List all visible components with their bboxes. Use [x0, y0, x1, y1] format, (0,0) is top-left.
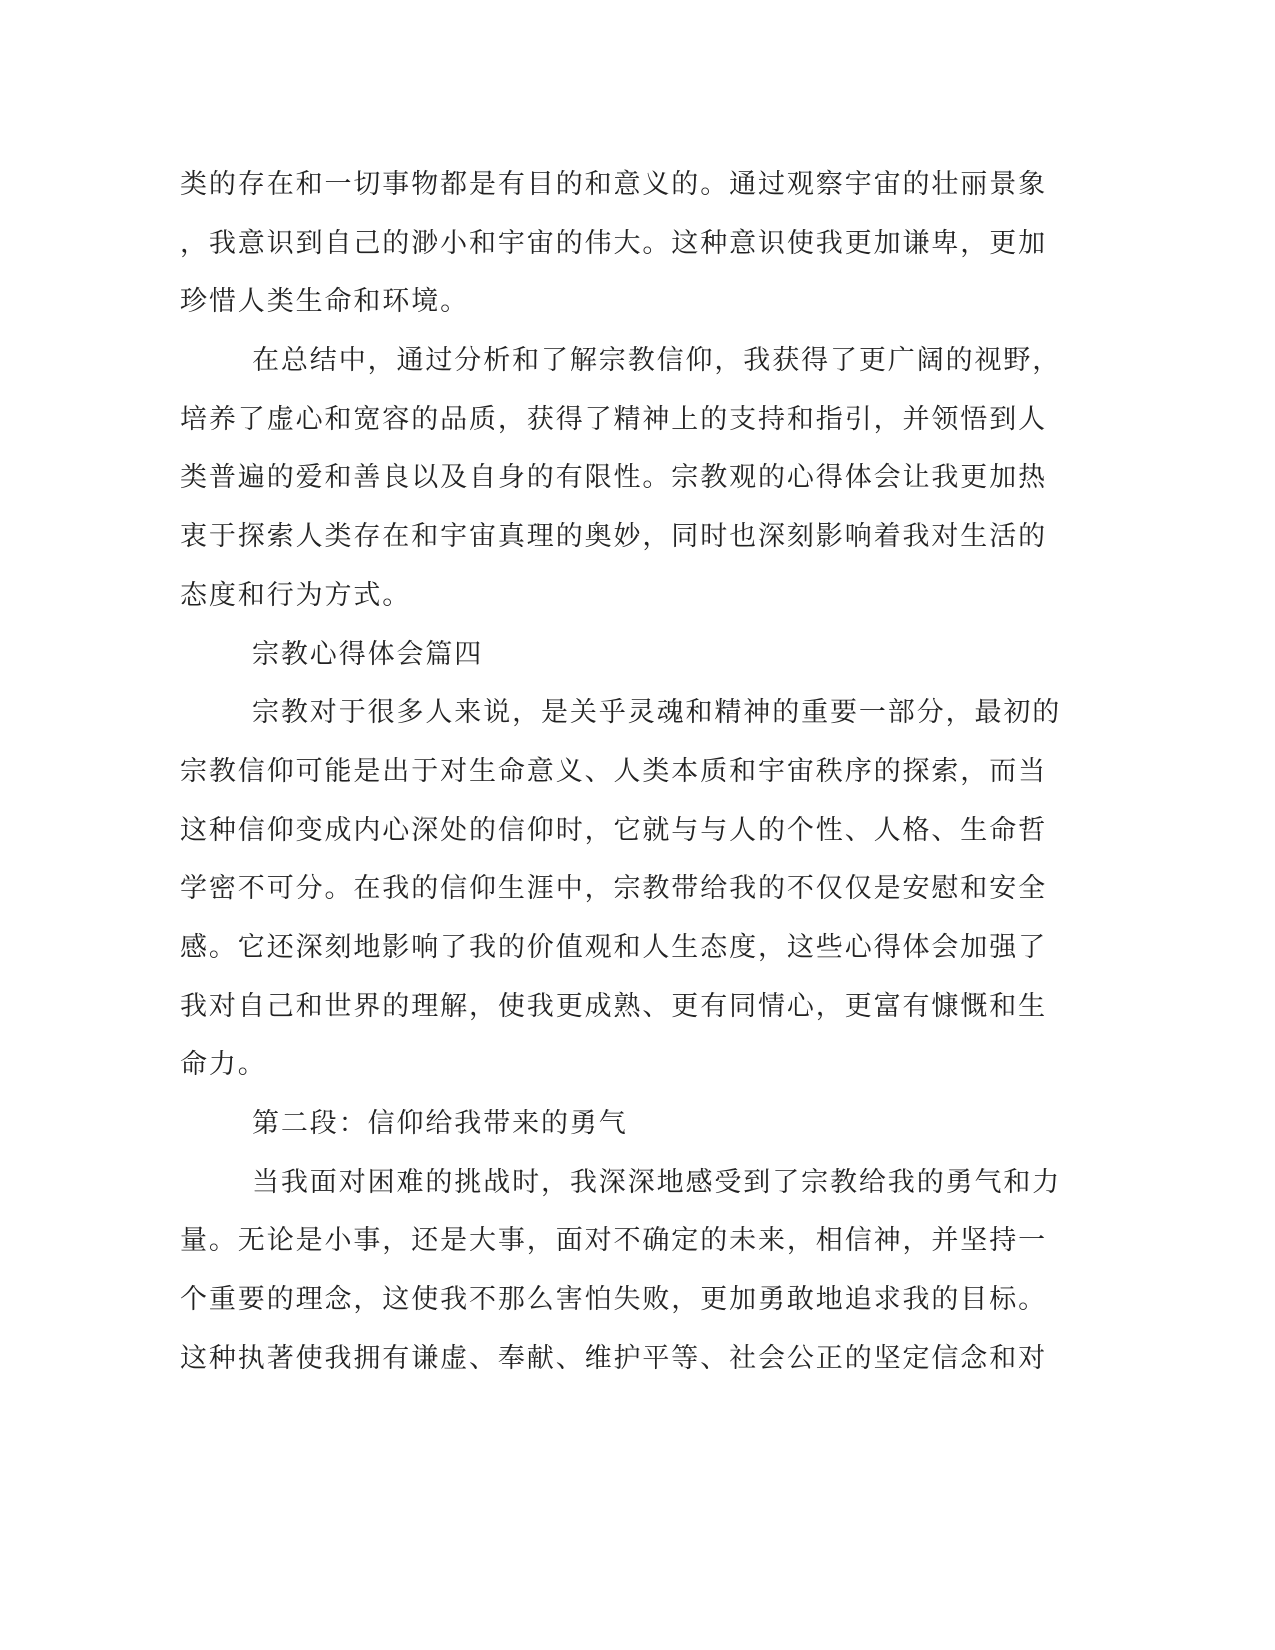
text-line: 学密不可分。在我的信仰生涯中，宗教带给我的不仅仅是安慰和安全	[180, 873, 1047, 905]
text-line: 衷于探索人类存在和宇宙真理的奥妙，同时也深刻影响着我对生活的	[180, 521, 1047, 553]
text-line: 宗教信仰可能是出于对生命意义、人类本质和宇宙秩序的探索，而当	[180, 755, 1047, 787]
section-heading: 第二段：信仰给我带来的勇气	[252, 1108, 628, 1139]
text-line: 珍惜人类生命和环境。	[180, 286, 469, 318]
section-heading: 宗教心得体会篇四	[252, 638, 484, 670]
text-line: ，我意识到自己的渺小和宇宙的伟大。这种意识使我更加谦卑，更加	[180, 227, 1047, 259]
text-line: 类的存在和一切事物都是有目的和意义的。通过观察宇宙的壮丽景象	[180, 169, 1047, 200]
text-line: 我对自己和世界的理解，使我更成熟、更有同情心，更富有慷慨和生	[180, 990, 1047, 1022]
paragraph-start-line: 当我面对困难的挑战时，我深深地感受到了宗教给我的勇气和力	[252, 1166, 1062, 1198]
paragraph-start-line: 在总结中，通过分析和了解宗教信仰，我获得了更广阔的视野，	[252, 345, 1062, 377]
text-line: 个重要的理念，这使我不那么害怕失败，更加勇敢地追求我的目标。	[180, 1284, 1047, 1316]
text-line: 命力。	[180, 1049, 267, 1081]
text-line: 类普遍的爱和善良以及自身的有限性。宗教观的心得体会让我更加热	[180, 462, 1047, 494]
text-line: 这种执著使我拥有谦虚、奉献、维护平等、社会公正的坚定信念和对	[180, 1342, 1047, 1374]
text-line: 感。它还深刻地影响了我的价值观和人生态度，这些心得体会加强了	[180, 931, 1047, 963]
paragraph-start-line: 宗教对于很多人来说，是关乎灵魂和精神的重要一部分，最初的	[252, 697, 1062, 729]
text-line: 态度和行为方式。	[180, 579, 412, 611]
text-line: 培养了虚心和宽容的品质，获得了精神上的支持和指引，并领悟到人	[180, 403, 1047, 435]
document-body	[180, 156, 1060, 1388]
text-line: 这种信仰变成内心深处的信仰时，它就与与人的个性、人格、生命哲	[180, 814, 1047, 846]
text-line: 量。无论是小事，还是大事，面对不确定的未来，相信神，并坚持一	[180, 1225, 1047, 1257]
